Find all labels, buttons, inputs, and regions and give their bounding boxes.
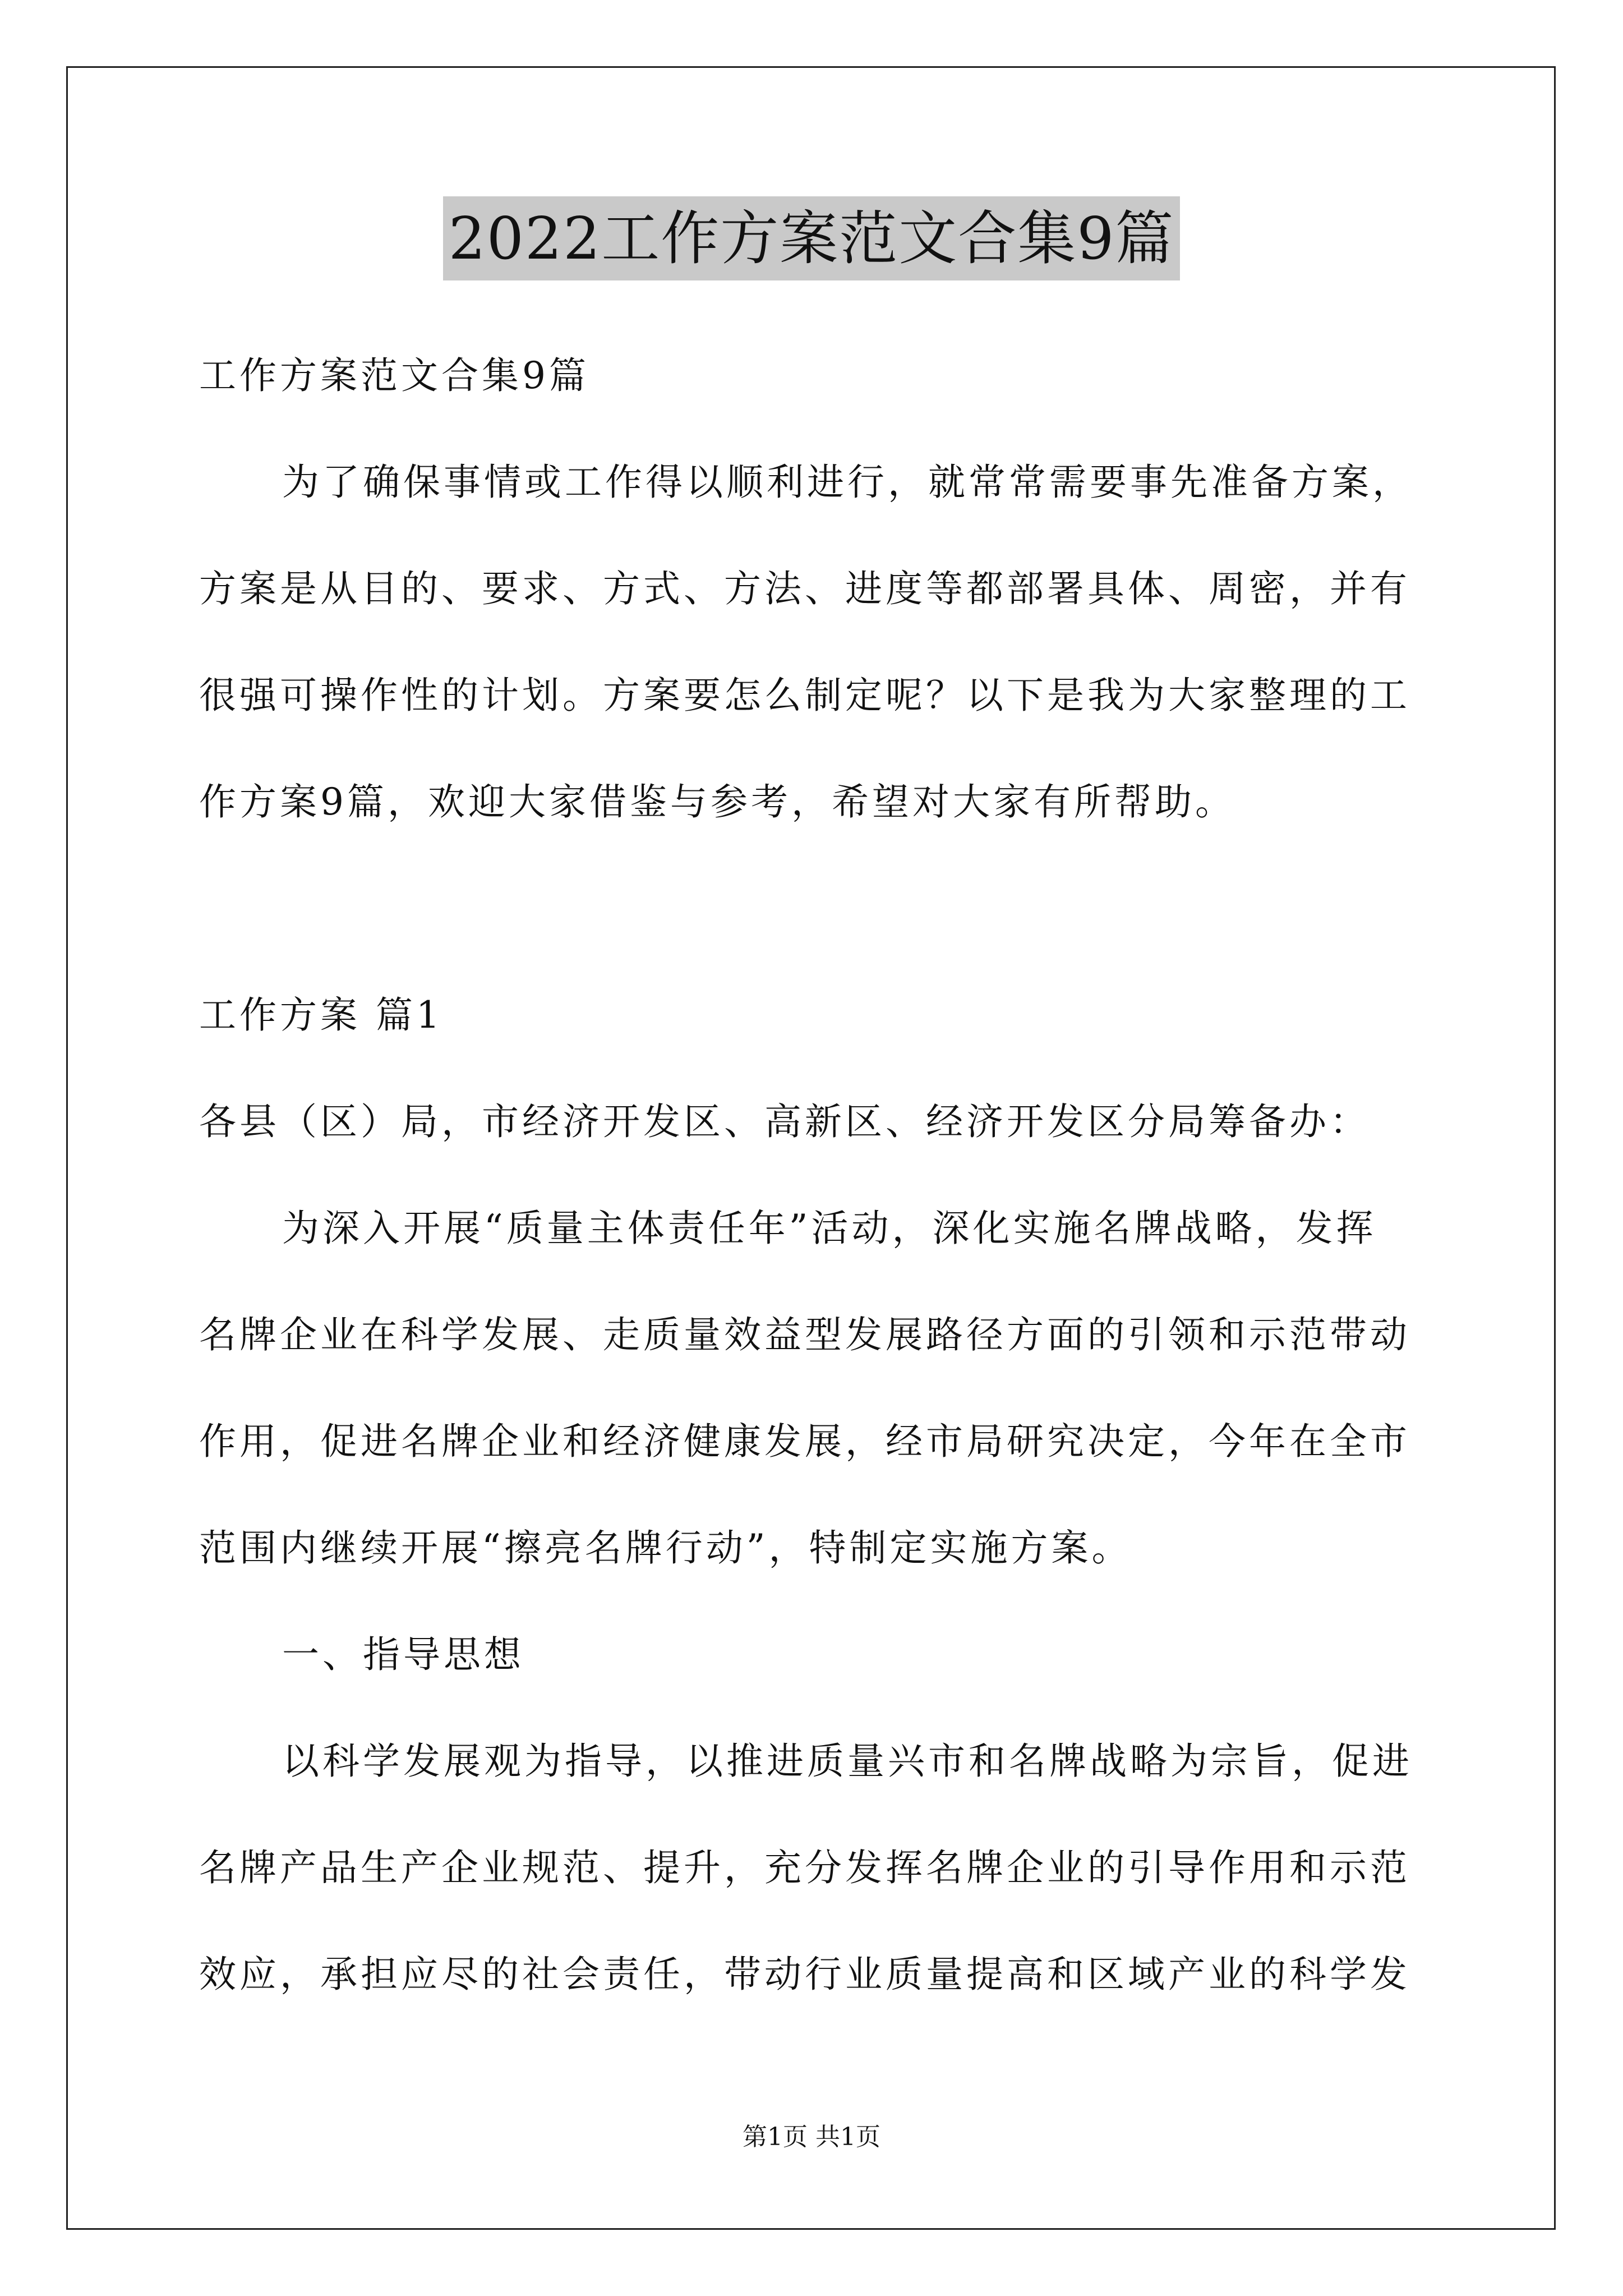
- paragraph-line: 为深入开展“质量主体责任年”活动，深化实施名牌战略，发挥: [282, 1207, 1377, 1250]
- document-title: 2022工作方案范文合集9篇: [443, 196, 1181, 280]
- paragraph-line: 效应，承担应尽的社会责任，带动行业质量提高和区域产业的科学发: [199, 1953, 1410, 1996]
- title-container: [0, 196, 1623, 280]
- intro-line: 作方案9篇，欢迎大家借鉴与参考，希望对大家有所帮助。: [199, 780, 1235, 823]
- intro-line: 为了确保事情或工作得以顺利进行，就常常需要事先准备方案，: [282, 461, 1413, 504]
- paragraph-line: 作用，促进名牌企业和经济健康发展，经市局研究决定，今年在全市: [199, 1420, 1410, 1463]
- page-footer: 第1页 共1页: [743, 2123, 880, 2151]
- addressee-line: 各县（区）局，市经济开发区、高新区、经济开发区分局筹备办：: [199, 1100, 1370, 1143]
- paragraph-line: 以科学发展观为指导，以推进质量兴市和名牌战略为宗旨，促进: [282, 1740, 1413, 1783]
- paragraph-line: 名牌产品生产企业规范、提升，充分发挥名牌企业的引导作用和示范: [199, 1846, 1410, 1889]
- document-subtitle: 工作方案范文合集9篇: [199, 354, 589, 397]
- paragraph-line: 名牌企业在科学发展、走质量效益型发展路径方面的引领和示范带动: [199, 1313, 1410, 1356]
- intro-line: 很强可操作性的计划。方案要怎么制定呢？以下是我为大家整理的工: [199, 674, 1410, 717]
- intro-line: 方案是从目的、要求、方式、方法、进度等都部署具体、周密，并有: [199, 567, 1410, 610]
- subheading: 一、指导思想: [282, 1633, 524, 1676]
- section-heading: 工作方案 篇1: [199, 993, 443, 1037]
- paragraph-line: 范围内继续开展“擦亮名牌行动”，特制定实施方案。: [199, 1526, 1132, 1570]
